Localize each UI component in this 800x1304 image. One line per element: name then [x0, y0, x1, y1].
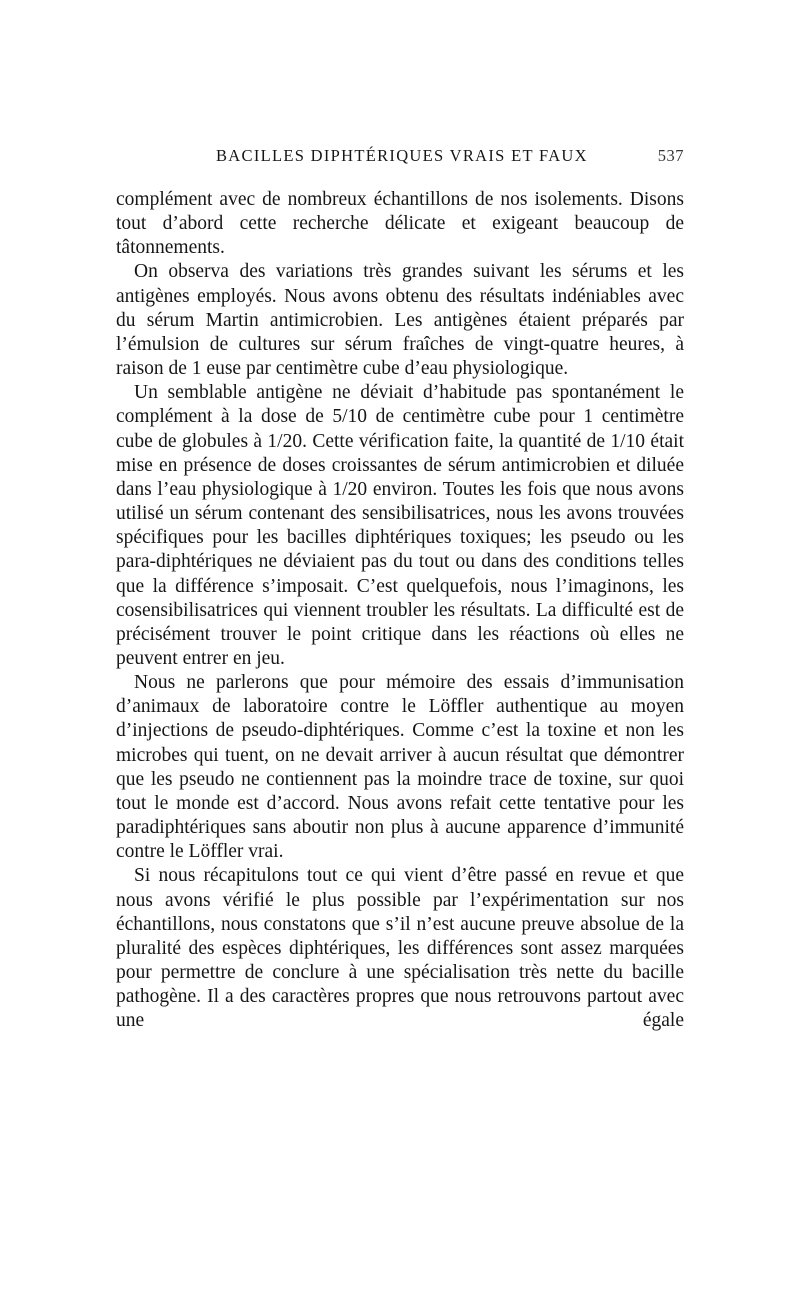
paragraph-immunisation: Nous ne parlerons que pour mémoire des essais d’immunisation d’animaux de laboratoire contre le Löffler authentique au moyen d’injections de pseudo-diphtériques. Comme c’est la toxine et non les microbes qui tuent, on ne devait arriver à aucun résultat que démontrer que les pseudo ne contiennent pas la moindre trace de toxine, sur quoi tout le monde est d’accord. Nous avons refait cette tentative pour les paradiphtériques sans aboutir non plus à aucune apparence d’immunité contre le Löffler vrai. [116, 672, 684, 863]
running-head [116, 146, 684, 170]
running-title: BACILLES DIPHTÉRIQUES VRAIS ET FAUX [216, 146, 588, 165]
document-page [116, 146, 684, 1033]
page-number: 537 [657, 146, 684, 165]
paragraph-variations: On observa des variations très grandes suivant les sérums et les antigènes employés. Nous avons obtenu des résultats indéniables avec du sérum Martin antimicrobien. Les antigènes étaient préparés par l’émulsion de cultures sur sérum fraîches de vingt-quatre heures, à raison de 1 euse par centimètre cube d’eau physiologique. [116, 261, 684, 380]
body-text [116, 188, 684, 1033]
paragraph-continuation: complément avec de nombreux échantillons de nos isolements. Disons tout d’abord cette recherche délicate et exigeant beaucoup de tâtonnements. [116, 189, 684, 259]
paragraph-recapitulation: Si nous récapitulons tout ce qui vient d’être passé en revue et que nous avons vérifié le plus possible par l’expérimentation sur nos échantillons, nous constatons que s’il n’est aucune preuve absolue de la pluralité des espèces diphtériques, les différences sont assez marquées pour permettre de conclure à une spécialisation très nette du bacille pathogène. Il a des caractères propres que nous retrouvons partout avec une égale [116, 865, 684, 1032]
paragraph-antigene: Un semblable antigène ne déviait d’habitude pas spontanément le complément à la dose de 5/10 de centimètre cube pour 1 centimètre cube de globules à 1/20. Cette vérification faite, la quantité de 1/10 était mise en présence de doses croissantes de sérum antimicrobien et diluée dans l’eau physiologique à 1/20 environ. Toutes les fois que nous avons utilisé un sérum contenant des sensibilisatrices, nous les avons trouvées spécifiques pour les bacilles diphtériques toxiques; les pseudo ou les para-diphtériques ne déviaient pas du tout ou dans des conditions telles que la différence s’imposait. C’est quelquefois, nous l’imaginons, les cosensibilisatrices qui viennent troubler les résultats. La difficulté est de précisément trouver le point critique dans les réactions où elles ne peuvent entrer en jeu. [116, 382, 684, 669]
